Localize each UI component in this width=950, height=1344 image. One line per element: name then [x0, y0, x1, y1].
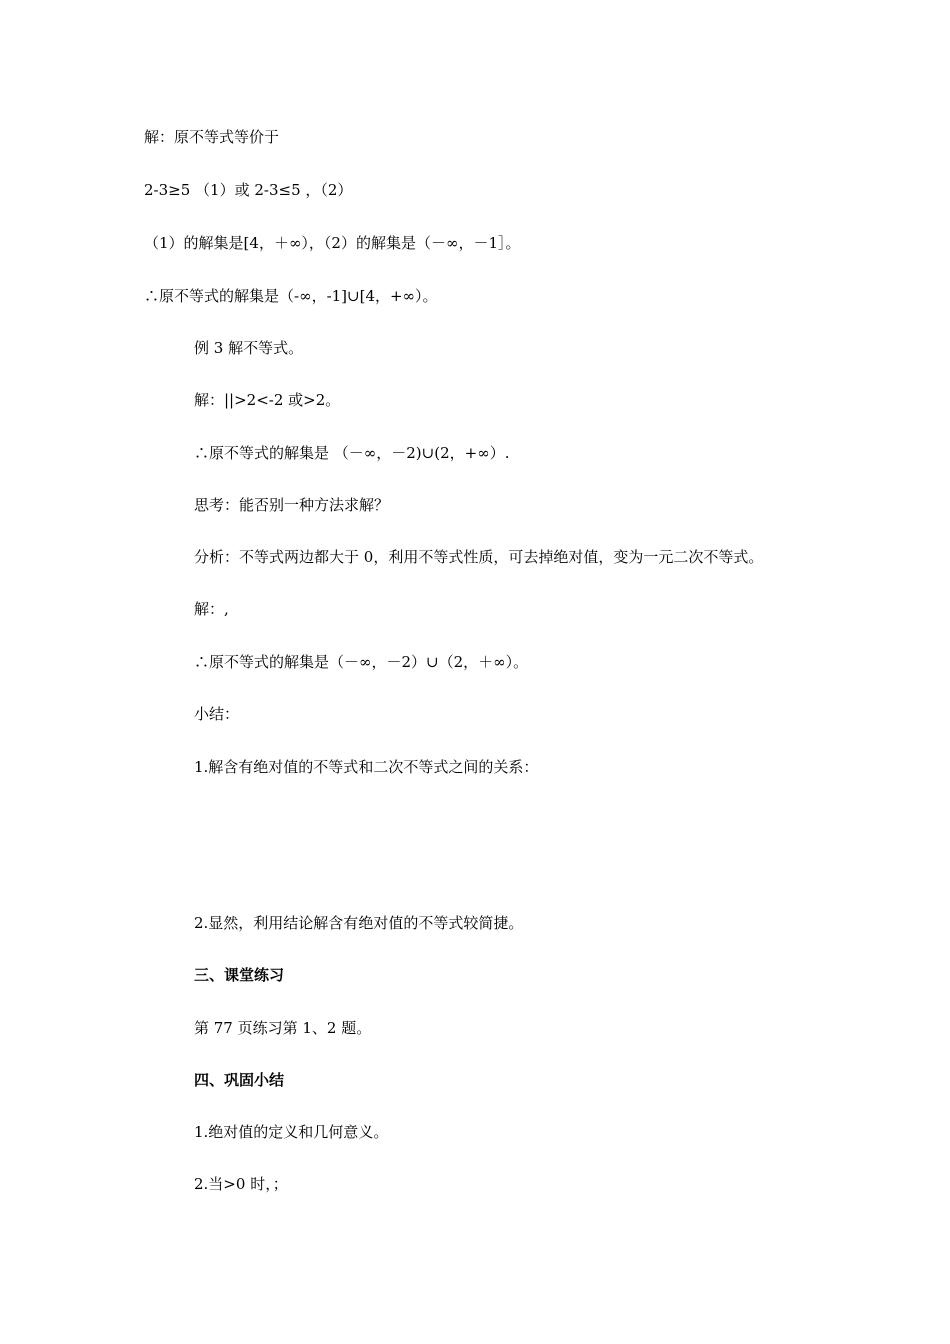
analysis-line: 分析：不等式两边都大于 0，利用不等式性质，可去掉绝对值，变为一元二次不等式。: [194, 548, 764, 566]
summary-point-2: 2.显然，利用结论解含有绝对值的不等式较简捷。: [194, 914, 524, 932]
summary-point-1: 1.解含有绝对值的不等式和二次不等式之间的关系：: [194, 758, 539, 776]
exercise-line: 第 77 页练习第 1、2 题。: [194, 1019, 372, 1037]
alt-solution: 解：,: [194, 600, 229, 618]
summary-label: 小结：: [194, 705, 240, 723]
alt-conclusion: ∴原不等式的解集是（－∞，－2）∪（2，＋∞）。: [194, 653, 529, 671]
example-3-solution: 解：||>2<-2 或>2。: [194, 391, 341, 409]
section-4-heading: 四、巩固小结: [194, 1071, 285, 1089]
example-3-heading: 例 3 解不等式。: [194, 339, 304, 357]
section-3-heading: 三、课堂练习: [194, 966, 285, 984]
equivalent-inequalities: 2-3≥5 （1）或 2-3≤5 ，（2）: [144, 181, 353, 199]
solution-sets: （1）的解集是[4，＋∞），（2）的解集是（－∞，－1］。: [144, 234, 521, 252]
recap-point-2: 2.当>0 时，；: [194, 1175, 288, 1193]
conclusion-line: ∴原不等式的解集是（-∞，-1]∪[4，+∞）。: [144, 287, 438, 305]
solution-intro: 解：原不等式等价于: [144, 128, 280, 146]
recap-point-1: 1.绝对值的定义和几何意义。: [194, 1123, 389, 1141]
example-3-conclusion: ∴原不等式的解集是 （－∞，－2)∪(2，+∞）.: [194, 444, 510, 462]
thinking-question: 思考：能否别一种方法求解？: [194, 496, 390, 514]
